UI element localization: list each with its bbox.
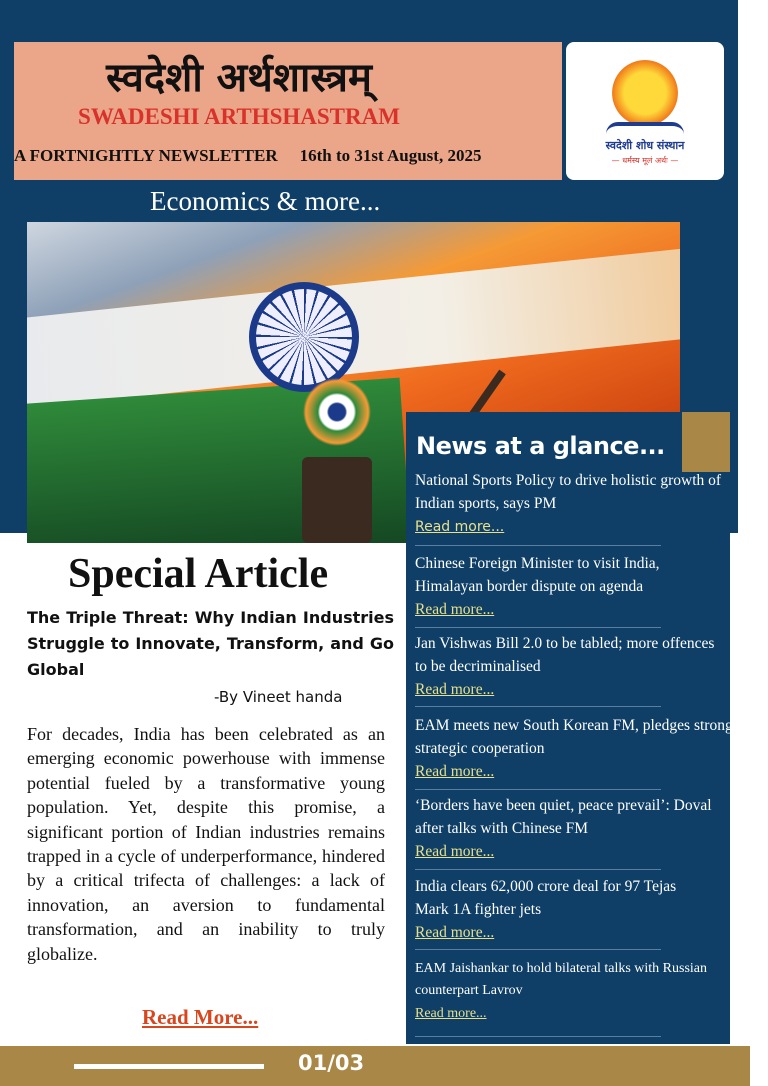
news-headline: National Sports Policy to drive holistic growth of Indian sports, says PM — [415, 472, 722, 512]
news-headline: Jan Vishwas Bill 2.0 to be tabled; more offences to be decriminalised — [415, 635, 715, 675]
subtitle-line — [14, 146, 481, 166]
article-read-more-link[interactable]: Read More... — [142, 1005, 259, 1029]
read-more-link[interactable]: Read more... — [415, 763, 495, 780]
read-more-link[interactable]: Read more... — [415, 681, 495, 698]
read-more-link[interactable]: Read more... — [415, 924, 495, 941]
newsletter-label: A FORTNIGHTLY NEWSLETTER — [14, 146, 278, 165]
news-title: News at a glance... — [416, 432, 665, 460]
decorative-square — [682, 412, 730, 472]
read-more-link[interactable]: Read more... — [415, 519, 505, 535]
divider — [415, 789, 661, 790]
title-english: SWADESHI ARTHSHASTRAM — [78, 104, 400, 129]
news-headline: EAM Jaishankar to hold bilateral talks with Russian counterpart Lavrov — [415, 961, 708, 998]
tagline: Economics & more... — [150, 186, 381, 216]
news-item — [415, 875, 695, 945]
news-item — [415, 469, 745, 539]
masthead — [14, 42, 562, 180]
divider — [415, 627, 661, 628]
news-item — [415, 552, 715, 622]
book-icon — [606, 122, 684, 134]
section-title: Special Article — [68, 551, 329, 597]
logo-name: स्वदेशी शोध संस्थान — [605, 139, 685, 152]
title-hindi: स्वदेशी अर्थशास्त्रम् — [106, 54, 372, 101]
news-item — [415, 632, 715, 702]
logo-motto: — धर्मस्य मूलं अर्थः — — [611, 156, 679, 165]
footer — [0, 1046, 750, 1086]
read-more-link[interactable]: Read more... — [415, 601, 495, 618]
sun-emblem-icon — [612, 60, 678, 126]
article-byline: -By Vineet handa — [214, 688, 343, 706]
logo — [566, 42, 724, 180]
news-headline: EAM meets new South Korean FM, pledges stronger strategic cooperation — [415, 717, 745, 757]
divider — [415, 869, 661, 870]
flower-icon — [297, 372, 377, 452]
divider — [415, 949, 661, 950]
news-headline: ‘Borders have been quiet, peace prevail’: Doval after talks with Chinese FM — [415, 797, 712, 837]
issue-date: 16th to 31st August, 2025 — [299, 146, 482, 165]
article-title: The Triple Threat: Why Indian Industries Struggle to Innovate, Transform, and Go Global — [27, 608, 394, 679]
footer-bar — [74, 1064, 264, 1069]
news-headline: India clears 62,000 crore deal for 97 Tejas Mark 1A fighter jets — [415, 878, 677, 918]
news-item — [415, 958, 725, 1026]
news-item — [415, 714, 745, 784]
page-number: 01/03 — [298, 1051, 365, 1075]
divider — [415, 706, 661, 707]
news-headline: Chinese Foreign Minister to visit India, Himalayan border dispute on agenda — [415, 555, 660, 595]
divider — [415, 1036, 661, 1037]
news-item — [415, 794, 715, 864]
read-more-link[interactable]: Read more... — [415, 1006, 487, 1021]
read-more-link[interactable]: Read more... — [415, 843, 495, 860]
article-body: For decades, India has been celebrated as an emerging economic powerhouse with immense potential fueled by a transformative young population. Yet, despite this promise, a significant portion of Indian industries remains trapped in a cycle of underperformance, hindered by a critical trifecta of challenges: a lack of innovation, an aversion to fundamental transformation, and an inability to truly globalize. — [27, 724, 385, 964]
divider — [415, 545, 661, 546]
coin-pot-icon — [302, 457, 372, 543]
